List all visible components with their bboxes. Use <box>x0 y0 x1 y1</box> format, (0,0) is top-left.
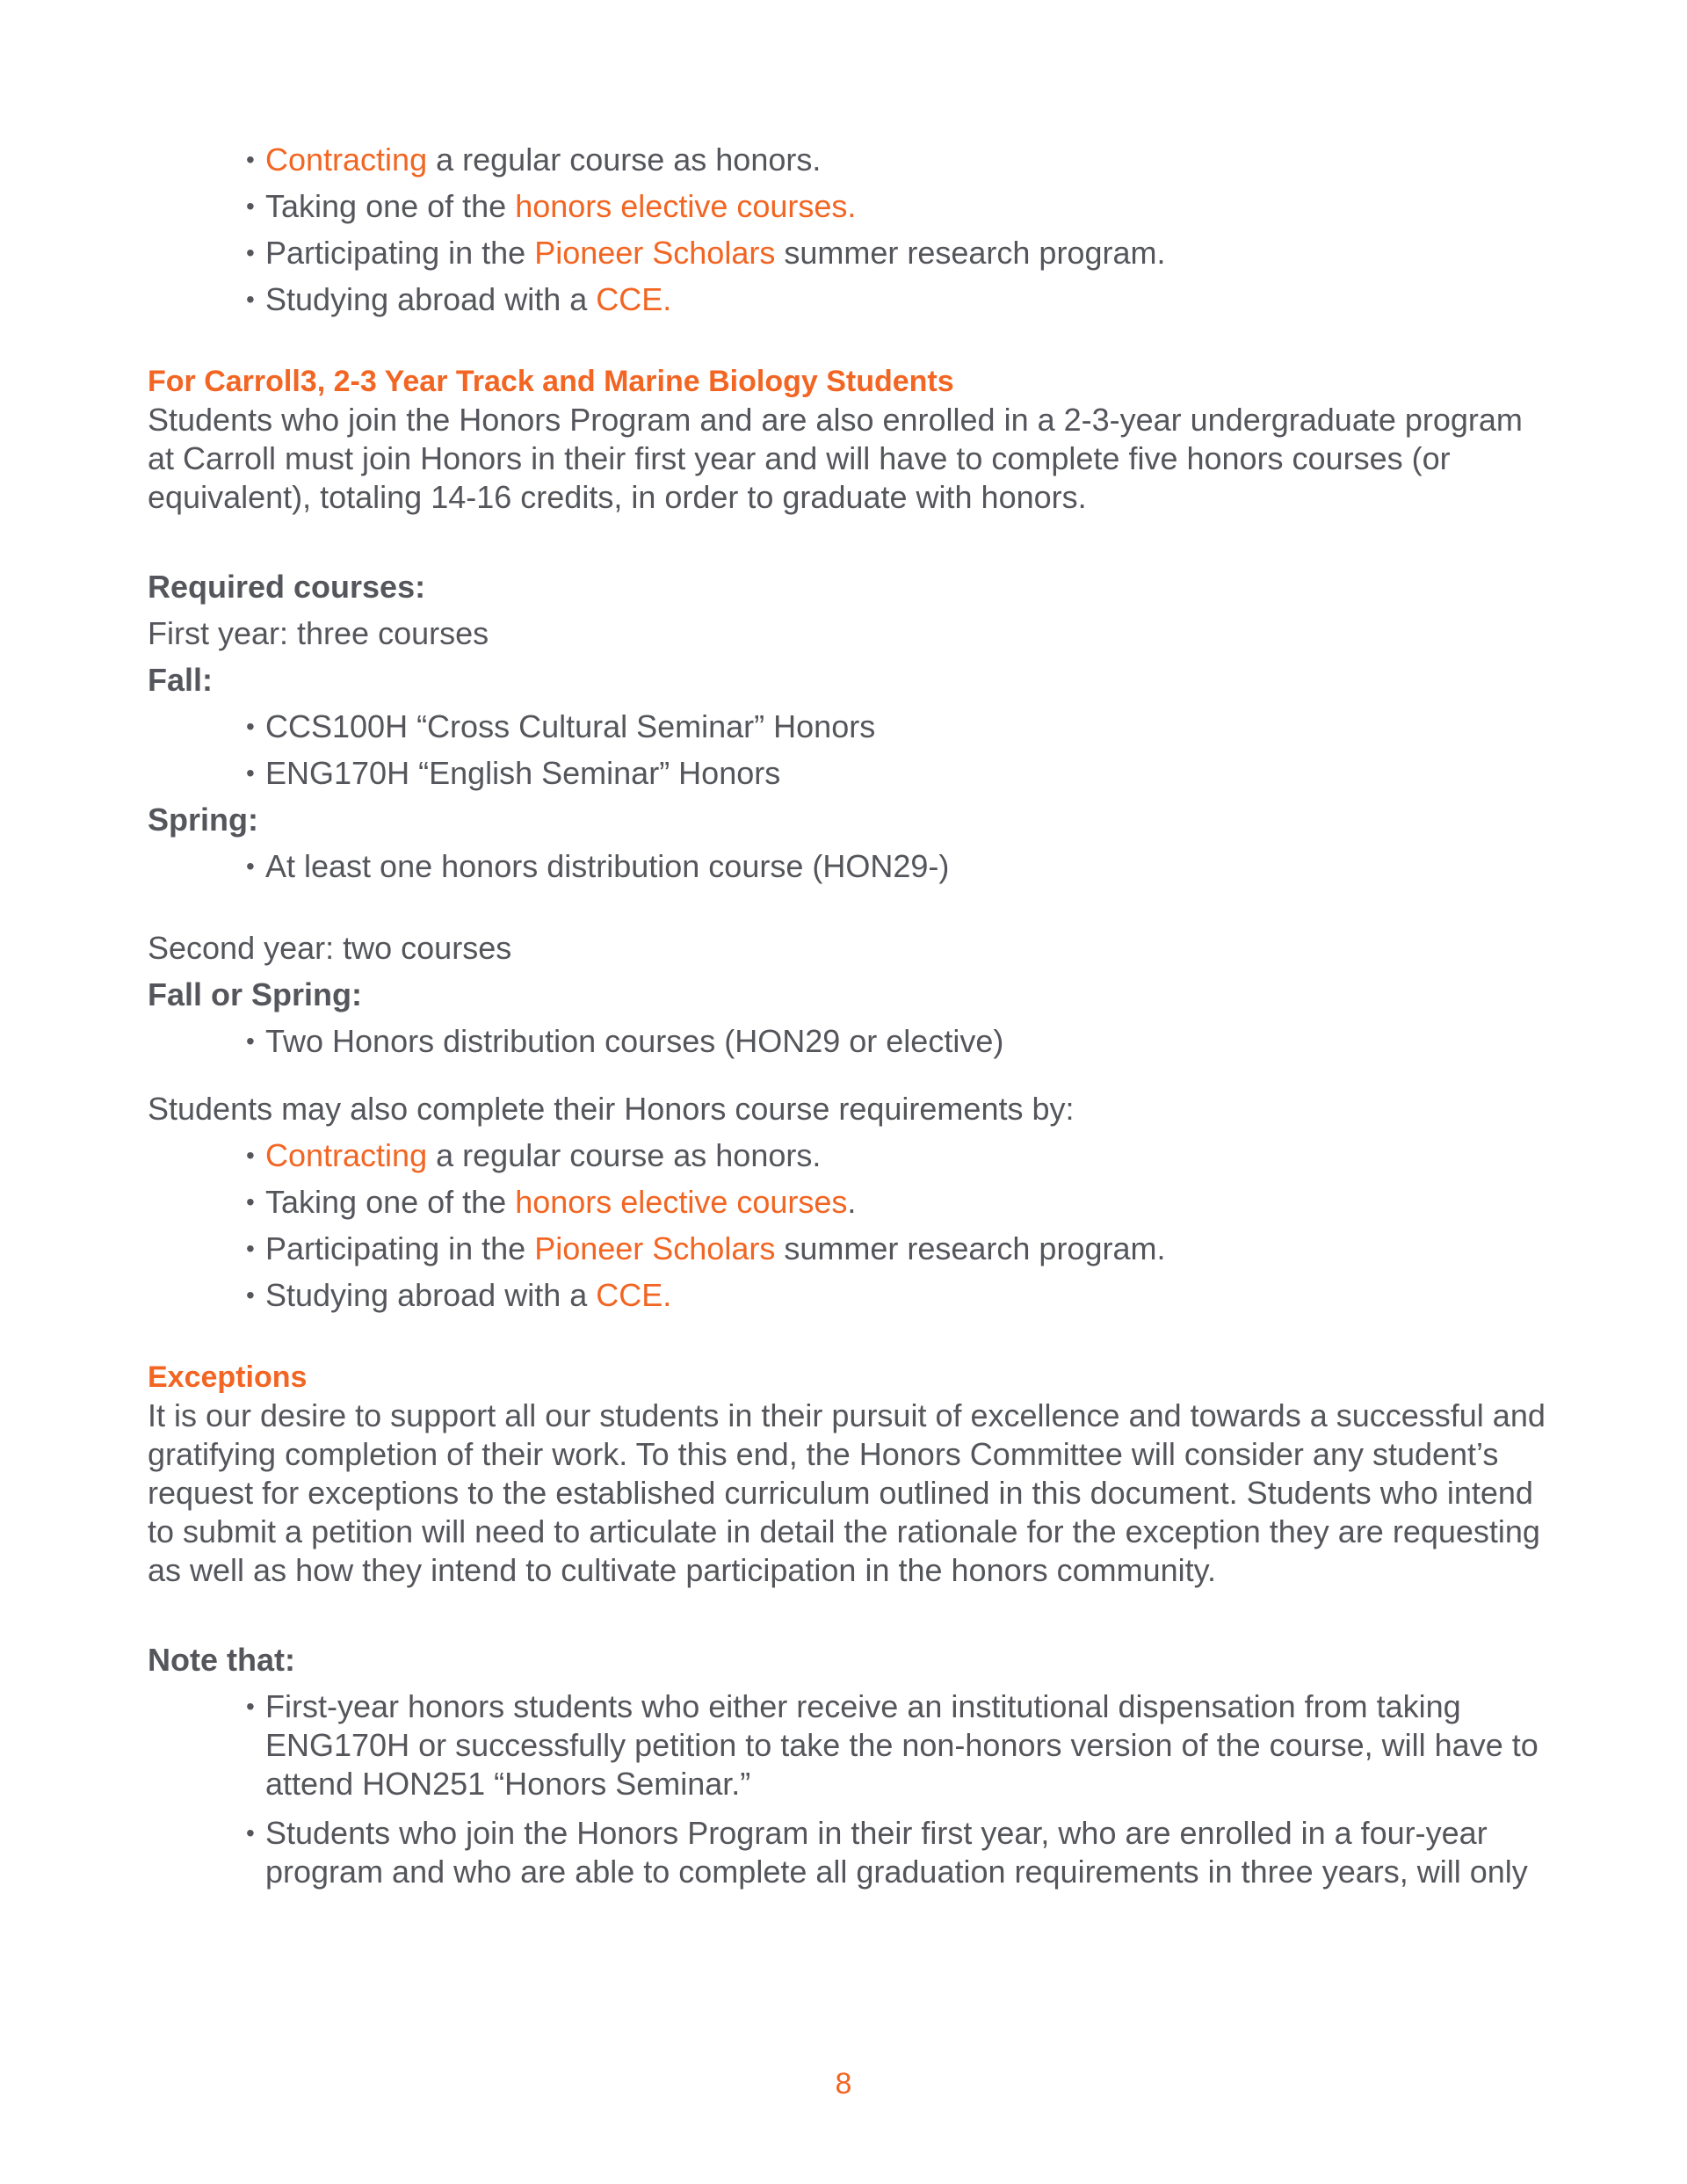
second-year-label: Second year: two courses <box>148 930 512 966</box>
fall-label: Fall: <box>148 662 214 698</box>
pioneer-scholars-link[interactable]: Pioneer Scholars <box>534 235 776 271</box>
contracting-link[interactable]: Contracting <box>265 1137 428 1173</box>
contracting-link[interactable]: Contracting <box>265 141 428 178</box>
first-year-label: First year: three courses <box>148 615 489 651</box>
spring-label: Spring: <box>148 802 258 838</box>
second-year-courses-list <box>148 1022 1553 1061</box>
required-courses-label: Required courses: <box>148 569 426 605</box>
carroll3-heading: For Carroll3, 2-3 Year Track and Marine Biology Students <box>148 365 954 398</box>
cce-link[interactable]: CCE. <box>596 281 672 317</box>
page-content <box>148 141 1553 1902</box>
honors-elective-courses-link[interactable]: honors elective courses. <box>515 188 857 224</box>
list-item: • Contracting a regular course as honors. <box>246 141 1553 179</box>
list-item: • CCS100H “Cross Cultural Seminar” Honors <box>246 707 1553 746</box>
list-item: • Students who join the Honors Program in their first year, who are enrolled in a four-year program and who are able to complete all graduation requirements in three years, will only <box>246 1814 1553 1891</box>
list-item: • Participating in the Pioneer Scholars summer research program. <box>246 1230 1553 1268</box>
exceptions-paragraph: It is our desire to support all our students in their pursuit of excellence and towards a successful and gratifying completion of their work. To this end, the Honors Committee will consider any student’s request for exceptions to the established curriculum outlined in this document. Students who intend to submit a petition will need to articulate in detail the rationale for the exception they are requesting as well as how they intend to cultivate participation in the honors community. <box>148 1397 1546 1588</box>
also-options-list <box>148 1136 1553 1315</box>
list-item: • ENG170H “English Seminar” Honors <box>246 754 1553 793</box>
list-item: • Taking one of the honors elective courses. <box>246 1183 1553 1222</box>
fall-courses-list <box>148 707 1553 793</box>
spring-courses-list <box>148 847 1553 886</box>
list-item: • Studying abroad with a CCE. <box>246 280 1553 319</box>
cce-link[interactable]: CCE. <box>596 1277 672 1313</box>
list-item: • First-year honors students who either receive an institutional dispensation from taking ENG170H or successfully petition to take the non-honors version of the course, will have to attend HON251 “Honors Seminar.” <box>246 1687 1553 1803</box>
honors-elective-courses-link[interactable]: honors elective courses <box>515 1184 848 1220</box>
list-item: • Two Honors distribution courses (HON29 or elective) <box>246 1022 1553 1061</box>
notes-list <box>148 1687 1553 1891</box>
list-item: • Studying abroad with a CCE. <box>246 1276 1553 1315</box>
also-complete-intro: Students may also complete their Honors course requirements by: <box>148 1091 1075 1127</box>
list-item: • Participating in the Pioneer Scholars summer research program. <box>246 234 1553 272</box>
list-item: • At least one honors distribution course (HON29-) <box>246 847 1553 886</box>
list-item: • Taking one of the honors elective courses. <box>246 187 1553 226</box>
pioneer-scholars-link[interactable]: Pioneer Scholars <box>534 1230 776 1266</box>
fall-or-spring-label: Fall or Spring: <box>148 976 363 1012</box>
carroll3-paragraph: Students who join the Honors Program and are also enrolled in a 2-3-year undergraduate program at Carroll must join Honors in their first year and will have to complete five honors courses (or equivalent), totaling 14-16 credits, in order to graduate with honors. <box>148 402 1523 515</box>
top-options-list <box>148 141 1553 319</box>
note-that-label: Note that: <box>148 1642 295 1678</box>
list-item: • Contracting a regular course as honors. <box>246 1136 1553 1175</box>
exceptions-heading: Exceptions <box>148 1360 308 1394</box>
page-number: 8 <box>835 2067 852 2101</box>
